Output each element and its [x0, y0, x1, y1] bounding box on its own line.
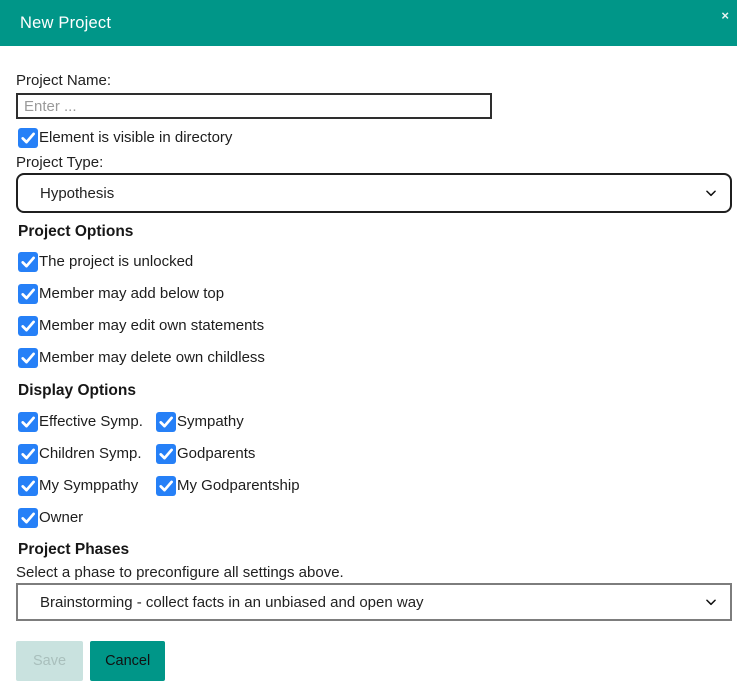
- checkbox-checked-icon[interactable]: [156, 412, 176, 432]
- checkbox-checked-icon[interactable]: [18, 128, 38, 148]
- display-option-row[interactable]: [156, 476, 737, 496]
- display-option-label: Children Symp.: [39, 445, 142, 462]
- visible-in-directory-label: Element is visible in directory: [39, 129, 233, 146]
- close-icon[interactable]: ×: [721, 8, 729, 23]
- display-option-row[interactable]: [18, 508, 156, 528]
- project-type-selected-value: Hypothesis: [40, 184, 115, 202]
- chevron-down-icon: [704, 186, 718, 200]
- project-option-row[interactable]: [18, 284, 737, 304]
- project-option-label: Member may delete own childless: [39, 349, 265, 366]
- project-name-label: Project Name:: [16, 72, 112, 89]
- checkbox-checked-icon[interactable]: [18, 284, 38, 304]
- project-option-row[interactable]: [18, 316, 737, 336]
- display-option-label: Sympathy: [177, 413, 244, 430]
- display-option-label: Owner: [39, 509, 84, 526]
- project-name-input[interactable]: [16, 93, 492, 119]
- project-phases-heading: Project Phases: [18, 541, 130, 558]
- project-type-label: Project Type:: [16, 154, 104, 171]
- project-option-row[interactable]: [18, 348, 737, 368]
- display-option-label: Godparents: [177, 445, 256, 462]
- display-option-row[interactable]: [156, 444, 737, 464]
- project-type-select[interactable]: [16, 173, 732, 213]
- display-option-label: My Symppathy: [39, 477, 139, 494]
- display-option-label: My Godparentship: [177, 477, 300, 494]
- display-option-row[interactable]: [18, 476, 156, 496]
- project-options-heading: Project Options: [18, 223, 134, 240]
- checkbox-checked-icon[interactable]: [18, 444, 38, 464]
- visible-in-directory-row[interactable]: [18, 128, 737, 148]
- project-phases-description: Select a phase to preconfigure all settings above.: [16, 564, 344, 581]
- chevron-down-icon: [704, 595, 718, 609]
- modal-header: [0, 0, 737, 46]
- checkbox-checked-icon[interactable]: [18, 508, 38, 528]
- project-phase-select[interactable]: [16, 583, 732, 621]
- display-option-row[interactable]: [156, 412, 737, 432]
- checkbox-checked-icon[interactable]: [18, 476, 38, 496]
- modal-title: New Project: [20, 13, 112, 32]
- checkbox-checked-icon[interactable]: [18, 412, 38, 432]
- button-row: [16, 641, 737, 681]
- checkbox-checked-icon[interactable]: [18, 348, 38, 368]
- checkbox-checked-icon[interactable]: [18, 316, 38, 336]
- modal-body: [0, 46, 737, 681]
- project-option-label: Member may add below top: [39, 285, 225, 302]
- display-option-row[interactable]: [18, 444, 156, 464]
- checkbox-checked-icon[interactable]: [156, 444, 176, 464]
- display-options-grid: [18, 412, 737, 528]
- display-option-label: Effective Symp.: [39, 413, 143, 430]
- display-option-row[interactable]: [18, 412, 156, 432]
- project-option-row[interactable]: [18, 252, 737, 272]
- project-phase-selected-value: Brainstorming - collect facts in an unbiased and open way: [40, 593, 424, 611]
- checkbox-checked-icon[interactable]: [18, 252, 38, 272]
- project-option-label: The project is unlocked: [39, 253, 194, 270]
- project-options-list: [16, 252, 737, 368]
- save-button[interactable]: Save: [16, 641, 83, 681]
- project-option-label: Member may edit own statements: [39, 317, 265, 334]
- display-options-heading: Display Options: [18, 382, 136, 399]
- cancel-button[interactable]: Cancel: [90, 641, 165, 681]
- checkbox-checked-icon[interactable]: [156, 476, 176, 496]
